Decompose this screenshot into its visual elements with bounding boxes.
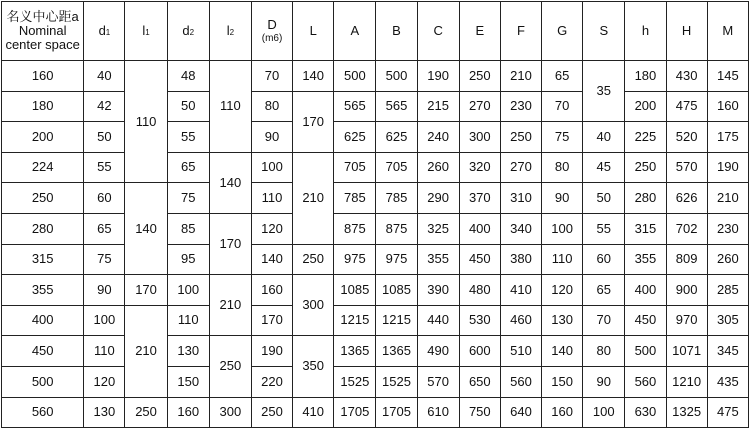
cell-F: 460 (500, 305, 541, 336)
cell-S: 45 (583, 152, 625, 183)
cell-a: 280 (2, 213, 84, 244)
cell-A: 1705 (334, 397, 376, 428)
cell-A: 1525 (334, 366, 376, 397)
cell-l2: 140 (209, 152, 251, 213)
cell-d1: 40 (84, 61, 125, 92)
cell-H: 520 (666, 122, 707, 153)
cell-B: 785 (376, 183, 417, 214)
header-M: M (707, 2, 748, 61)
cell-d2: 55 (167, 122, 209, 153)
cell-D: 90 (251, 122, 292, 153)
header-G: G (542, 2, 583, 61)
cell-G: 130 (542, 305, 583, 336)
cell-E: 400 (459, 213, 500, 244)
cell-B: 1705 (376, 397, 417, 428)
cell-S: 60 (583, 244, 625, 275)
cell-l1: 110 (125, 61, 167, 183)
cell-H: 475 (666, 91, 707, 122)
cell-G: 70 (542, 91, 583, 122)
cell-C: 440 (417, 305, 459, 336)
cell-d1: 120 (84, 366, 125, 397)
cell-d1: 100 (84, 305, 125, 336)
cell-l1: 140 (125, 183, 167, 275)
cell-S: 40 (583, 122, 625, 153)
cell-d2: 110 (167, 305, 209, 336)
cell-M: 435 (707, 366, 748, 397)
cell-A: 705 (334, 152, 376, 183)
cell-A: 565 (334, 91, 376, 122)
cell-d2: 75 (167, 183, 209, 214)
cell-h: 225 (625, 122, 666, 153)
cell-H: 430 (666, 61, 707, 92)
header-d2: d2 (167, 2, 209, 61)
cell-a: 450 (2, 336, 84, 367)
cell-S: 35 (583, 61, 625, 122)
cell-G: 150 (542, 366, 583, 397)
cell-M: 175 (707, 122, 748, 153)
cell-l1: 210 (125, 305, 167, 397)
cell-S: 55 (583, 213, 625, 244)
cell-d1: 130 (84, 397, 125, 428)
header-nominal-center-space (2, 2, 84, 61)
table-row (2, 183, 749, 214)
cell-h: 180 (625, 61, 666, 92)
table-row (2, 244, 749, 275)
cell-H: 626 (666, 183, 707, 214)
cell-F: 380 (500, 244, 541, 275)
cell-a: 400 (2, 305, 84, 336)
cell-D: 80 (251, 91, 292, 122)
cell-d2: 65 (167, 152, 209, 183)
cell-d2: 95 (167, 244, 209, 275)
cell-G: 140 (542, 336, 583, 367)
cell-H: 900 (666, 275, 707, 306)
cell-S: 100 (583, 397, 625, 428)
table-row (2, 275, 749, 306)
cell-d1: 55 (84, 152, 125, 183)
header-row (2, 2, 749, 61)
cell-F: 560 (500, 366, 541, 397)
cell-G: 110 (542, 244, 583, 275)
cell-d1: 42 (84, 91, 125, 122)
cell-F: 270 (500, 152, 541, 183)
cell-l2: 110 (209, 61, 251, 153)
cell-E: 480 (459, 275, 500, 306)
table-row (2, 61, 749, 92)
cell-B: 705 (376, 152, 417, 183)
cell-E: 450 (459, 244, 500, 275)
cell-S: 80 (583, 336, 625, 367)
cell-S: 70 (583, 305, 625, 336)
header-H: H (666, 2, 707, 61)
cell-F: 640 (500, 397, 541, 428)
cell-A: 1365 (334, 336, 376, 367)
cell-E: 320 (459, 152, 500, 183)
cell-A: 625 (334, 122, 376, 153)
cell-H: 809 (666, 244, 707, 275)
cell-d2: 150 (167, 366, 209, 397)
cell-d1: 65 (84, 213, 125, 244)
table-row (2, 305, 749, 336)
cell-B: 565 (376, 91, 417, 122)
cell-d2: 48 (167, 61, 209, 92)
cell-F: 210 (500, 61, 541, 92)
cell-F: 250 (500, 122, 541, 153)
cell-D: 100 (251, 152, 292, 183)
cell-l2: 250 (209, 336, 251, 397)
cell-a: 200 (2, 122, 84, 153)
header-h: h (625, 2, 666, 61)
table-row (2, 397, 749, 428)
cell-h: 630 (625, 397, 666, 428)
cell-H: 570 (666, 152, 707, 183)
header-C: C (417, 2, 459, 61)
cell-l1: 250 (125, 397, 167, 428)
cell-d1: 60 (84, 183, 125, 214)
cell-h: 250 (625, 152, 666, 183)
cell-H: 1071 (666, 336, 707, 367)
cell-M: 145 (707, 61, 748, 92)
header-F: F (500, 2, 541, 61)
cell-M: 285 (707, 275, 748, 306)
cell-d2: 50 (167, 91, 209, 122)
cell-C: 215 (417, 91, 459, 122)
cell-E: 530 (459, 305, 500, 336)
cell-B: 975 (376, 244, 417, 275)
cell-F: 310 (500, 183, 541, 214)
cell-C: 570 (417, 366, 459, 397)
cell-a: 355 (2, 275, 84, 306)
header-a-en2: center space (5, 37, 80, 53)
cell-C: 325 (417, 213, 459, 244)
header-l2: l2 (209, 2, 251, 61)
cell-B: 1085 (376, 275, 417, 306)
cell-a: 160 (2, 61, 84, 92)
cell-S: 50 (583, 183, 625, 214)
header-A: A (334, 2, 376, 61)
cell-h: 450 (625, 305, 666, 336)
cell-M: 345 (707, 336, 748, 367)
cell-D: 140 (251, 244, 292, 275)
cell-h: 200 (625, 91, 666, 122)
cell-h: 400 (625, 275, 666, 306)
cell-a: 315 (2, 244, 84, 275)
cell-M: 190 (707, 152, 748, 183)
cell-d1: 90 (84, 275, 125, 306)
cell-C: 355 (417, 244, 459, 275)
cell-d2: 160 (167, 397, 209, 428)
cell-B: 875 (376, 213, 417, 244)
cell-M: 210 (707, 183, 748, 214)
cell-d2: 85 (167, 213, 209, 244)
cell-G: 100 (542, 213, 583, 244)
cell-E: 650 (459, 366, 500, 397)
cell-C: 240 (417, 122, 459, 153)
header-L: L (293, 2, 334, 61)
cell-D: 250 (251, 397, 292, 428)
specification-table (1, 1, 749, 428)
cell-G: 65 (542, 61, 583, 92)
cell-E: 300 (459, 122, 500, 153)
cell-A: 1215 (334, 305, 376, 336)
cell-L: 140 (293, 61, 334, 92)
cell-l1: 170 (125, 275, 167, 306)
cell-d1: 75 (84, 244, 125, 275)
cell-B: 1365 (376, 336, 417, 367)
cell-A: 875 (334, 213, 376, 244)
header-S: S (583, 2, 625, 61)
table-row (2, 213, 749, 244)
cell-A: 500 (334, 61, 376, 92)
table-row (2, 152, 749, 183)
cell-L: 210 (293, 152, 334, 244)
cell-a: 500 (2, 366, 84, 397)
cell-G: 160 (542, 397, 583, 428)
cell-d1: 110 (84, 336, 125, 367)
cell-C: 490 (417, 336, 459, 367)
cell-C: 390 (417, 275, 459, 306)
cell-D: 170 (251, 305, 292, 336)
cell-B: 1215 (376, 305, 417, 336)
table-row (2, 366, 749, 397)
cell-D: 110 (251, 183, 292, 214)
cell-H: 702 (666, 213, 707, 244)
header-d1: d1 (84, 2, 125, 61)
cell-h: 315 (625, 213, 666, 244)
cell-C: 290 (417, 183, 459, 214)
table-row (2, 91, 749, 122)
cell-E: 270 (459, 91, 500, 122)
cell-G: 80 (542, 152, 583, 183)
cell-L: 170 (293, 91, 334, 152)
cell-D: 160 (251, 275, 292, 306)
cell-a: 560 (2, 397, 84, 428)
cell-B: 625 (376, 122, 417, 153)
cell-M: 475 (707, 397, 748, 428)
header-E: E (459, 2, 500, 61)
cell-M: 305 (707, 305, 748, 336)
cell-d1: 50 (84, 122, 125, 153)
cell-A: 1085 (334, 275, 376, 306)
cell-l2: 170 (209, 213, 251, 274)
cell-h: 500 (625, 336, 666, 367)
cell-E: 250 (459, 61, 500, 92)
table-row (2, 122, 749, 153)
cell-B: 1525 (376, 366, 417, 397)
cell-H: 970 (666, 305, 707, 336)
cell-a: 224 (2, 152, 84, 183)
cell-F: 230 (500, 91, 541, 122)
cell-F: 510 (500, 336, 541, 367)
cell-G: 90 (542, 183, 583, 214)
cell-L: 350 (293, 336, 334, 397)
cell-D: 190 (251, 336, 292, 367)
cell-d2: 100 (167, 275, 209, 306)
cell-G: 75 (542, 122, 583, 153)
cell-F: 410 (500, 275, 541, 306)
header-l1: l1 (125, 2, 167, 61)
cell-C: 190 (417, 61, 459, 92)
cell-L: 410 (293, 397, 334, 428)
cell-M: 160 (707, 91, 748, 122)
cell-l2: 210 (209, 275, 251, 336)
header-B: B (376, 2, 417, 61)
cell-A: 785 (334, 183, 376, 214)
cell-L: 300 (293, 275, 334, 336)
header-a-cn: 名义中心距a (6, 8, 79, 24)
cell-l2: 300 (209, 397, 251, 428)
cell-C: 260 (417, 152, 459, 183)
cell-E: 600 (459, 336, 500, 367)
cell-S: 65 (583, 275, 625, 306)
cell-a: 180 (2, 91, 84, 122)
cell-M: 230 (707, 213, 748, 244)
cell-G: 120 (542, 275, 583, 306)
cell-a: 250 (2, 183, 84, 214)
cell-S: 90 (583, 366, 625, 397)
cell-D: 220 (251, 366, 292, 397)
cell-E: 750 (459, 397, 500, 428)
cell-h: 280 (625, 183, 666, 214)
cell-L: 250 (293, 244, 334, 275)
cell-h: 355 (625, 244, 666, 275)
cell-d2: 130 (167, 336, 209, 367)
header-D: D (m6) (251, 2, 292, 61)
cell-D: 70 (251, 61, 292, 92)
header-a-en1: Nominal (18, 22, 67, 38)
table-row (2, 336, 749, 367)
cell-F: 340 (500, 213, 541, 244)
cell-C: 610 (417, 397, 459, 428)
cell-h: 560 (625, 366, 666, 397)
cell-H: 1325 (666, 397, 707, 428)
cell-H: 1210 (666, 366, 707, 397)
cell-B: 500 (376, 61, 417, 92)
cell-D: 120 (251, 213, 292, 244)
cell-M: 260 (707, 244, 748, 275)
cell-E: 370 (459, 183, 500, 214)
cell-A: 975 (334, 244, 376, 275)
